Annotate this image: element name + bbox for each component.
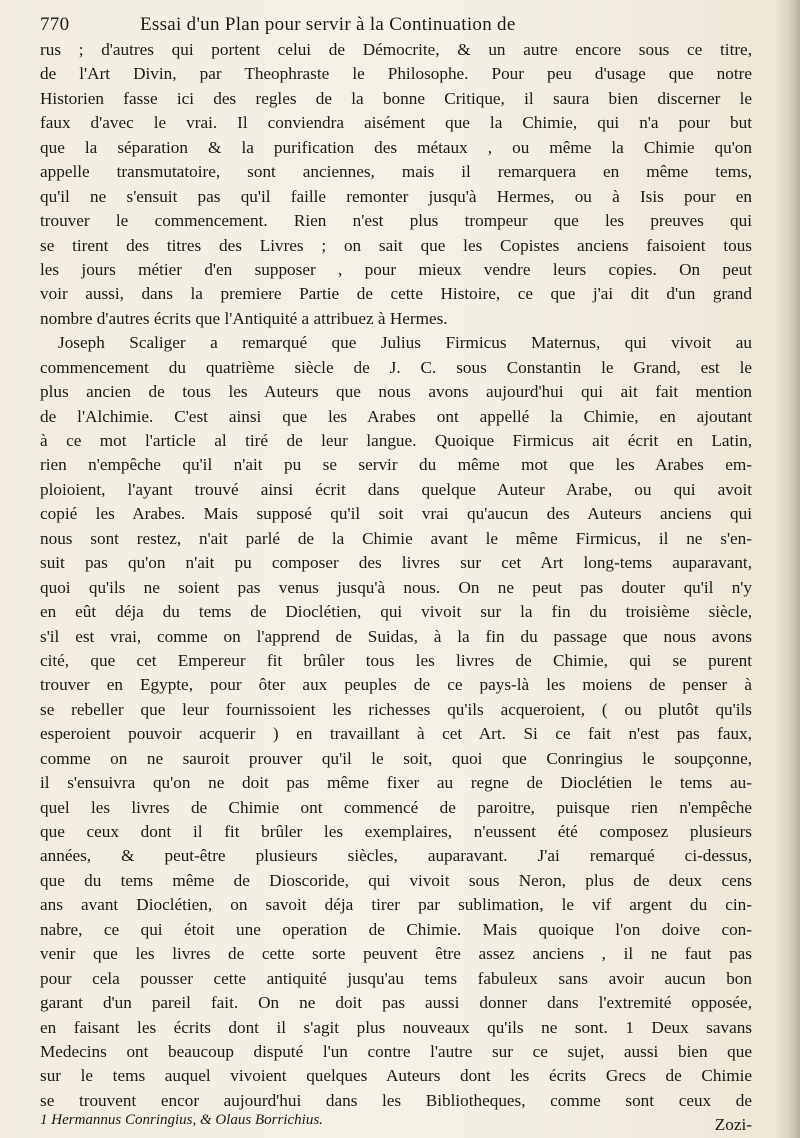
text-line: quoi qu'ils ne soient pas venus jusqu'à nous. On ne peut pas douter qu'il n'y: [40, 577, 752, 597]
text-line: de l'Alchimie. C'est ainsi que les Arabes ont appellé la Chimie, en ajoutant: [40, 406, 752, 426]
text-line: suit pas qu'on n'ait pu composer des livres sur cet Art long-tems auparavant,: [40, 553, 752, 573]
text-line: se rebeller que leur fournissoient les richesses qu'ils acqueroient, ( ou plutôt qu'ils: [40, 699, 752, 719]
text-line: copié les Arabes. Mais supposé qu'il soit vrai qu'aucun des Auteurs anciens qui: [40, 504, 752, 524]
page-number: 770: [40, 14, 70, 35]
text-line: que la séparation & la purification des métaux , ou même la Chimie qu'on: [40, 137, 752, 157]
text-line: qu'il ne s'ensuit pas qu'il faille remonter jusqu'à Hermes, ou à Isis pour en: [40, 186, 752, 206]
text-line: cité, que cet Empereur fit brûler tous les livres de Chimie, qui se purent: [40, 650, 752, 670]
text-line: les jours métier d'en supposer , pour mieux vendre leurs copies. On peut: [40, 259, 752, 279]
text-line: Joseph Scaliger a remarqué que Julius Firmicus Maternus, qui vivoit au: [58, 333, 752, 353]
text-line: venir que les livres de cette sorte peuvent être assez anciens , il ne faut pas: [40, 944, 752, 964]
text-line: plus ancien de tous les Auteurs que nous avons aujourd'hui qui ait fait mention: [40, 382, 752, 402]
text-line: en eût déja du tems de Dioclétien, qui vivoit sur la fin du troisième siècle,: [40, 602, 752, 622]
text-line: se trouvent encor aujourd'hui dans les Bibliotheques, comme sont ceux de: [40, 1090, 752, 1110]
body-text: [40, 38, 752, 1138]
text-line: commencement du quatrième siècle de J. C. sous Constantin le Grand, est le: [40, 357, 752, 377]
page-gutter-shadow: [774, 0, 800, 1138]
text-line: Historien fasse ici des regles de la bonne Critique, il saura bien discerner le: [40, 88, 752, 108]
text-line: nous sont restez, n'ait parlé de la Chimie avant le même Firmicus, il ne s'en-: [40, 528, 752, 548]
text-line: en faisant les écrits dont il s'agit plus nouveaux qu'ils ne sont. 1 Deux savans: [40, 1017, 752, 1037]
text-line: comme on ne sauroit prouver qu'il le soit, quoi que Conringius le soupçonne,: [40, 748, 752, 768]
text-line: trouver en Egypte, pour ôter aux peuples de ce pays-là les moiens de penser à: [40, 675, 752, 695]
text-line: ans avant Dioclétien, on savoit déja tirer par sublimation, le vif argent du cin-: [40, 895, 752, 915]
text-line: que ceux dont il fit brûler les exemplaires, n'eussent été composez plusieurs: [40, 822, 752, 841]
text-line: années, & peut-être plusieurs siècles, auparavant. J'ai remarqué ci-dessus,: [40, 846, 752, 866]
text-line: s'il est vrai, comme on l'apprend de Suidas, à la fin du passage que nous avons: [40, 626, 752, 646]
text-line: faux d'avec le vrai. Il conviendra aisément que la Chimie, qui n'a pour but: [40, 113, 752, 133]
text-line: voir aussi, dans la premiere Partie de cette Histoire, ce que j'ai dit d'un grand: [40, 284, 752, 304]
catchword: Zozi-: [714, 1115, 752, 1135]
text-line: quel les livres de Chimie ont commencé de paroitre, puisque rien n'empêche: [40, 797, 752, 817]
text-line: nombre d'autres écrits que l'Antiquité a attribuez à Hermes.: [40, 308, 448, 328]
text-line: que du tems même de Dioscoride, qui vivoit sous Neron, plus de deux cens: [40, 870, 752, 890]
text-line: pour cela pousser cette antiquité jusqu'au tems fabuleux sans avoir aucun bon: [40, 968, 752, 988]
text-line: sur le tems auquel vivoient quelques Auteurs dont les écrits Grecs de Chimie: [40, 1066, 752, 1086]
text-line: de l'Art Divin, par Theophraste le Philosophe. Pour peu d'usage que notre: [40, 64, 752, 84]
text-line: appelle transmutatoire, sont anciennes, mais il remarquera en même tems,: [40, 162, 752, 182]
text-line: nabre, ce qui étoit une operation de Chimie. Mais quoique l'on doive con-: [40, 919, 752, 939]
text-line: garant d'un pareil fait. On ne doit pas aussi donner dans l'extremité opposée,: [40, 993, 752, 1013]
text-line: à ce mot l'article al tiré de leur langue. Quoique Firmicus ait écrit en Latin,: [40, 431, 752, 450]
running-title: Essai d'un Plan pour servir à la Continuation de: [140, 14, 516, 35]
text-line: rus ; d'autres qui portent celui de Démocrite, & un autre encore sous ce titre,: [40, 40, 752, 59]
text-line: Medecins ont beaucoup disputé l'un contre l'autre sur ce sujet, aussi bien que: [40, 1041, 752, 1061]
text-line: trouver le commencement. Rien n'est plus trompeur que les preuves qui: [40, 211, 752, 231]
text-line: esperoient pouvoir acquerir ) en travaillant à cet Art. Si ce fait n'est pas faux,: [40, 724, 752, 744]
text-line: ploioient, l'ayant trouvé ainsi écrit dans quelque Auteur Arabe, ou qui avoit: [40, 479, 752, 499]
page-header: [40, 14, 740, 40]
text-line: il s'ensuivra qu'on ne doit pas même fixer au regne de Dioclétien le tems au-: [40, 773, 752, 793]
text-line: se tirent des titres des Livres ; on sait que les Copistes anciens faisoient tous: [40, 235, 752, 255]
footnote: 1 Hermannus Conringius, & Olaus Borrichius.: [40, 1112, 323, 1128]
text-line: rien n'empêche qu'il n'ait pu se servir du même mot que les Arabes em-: [40, 455, 752, 475]
